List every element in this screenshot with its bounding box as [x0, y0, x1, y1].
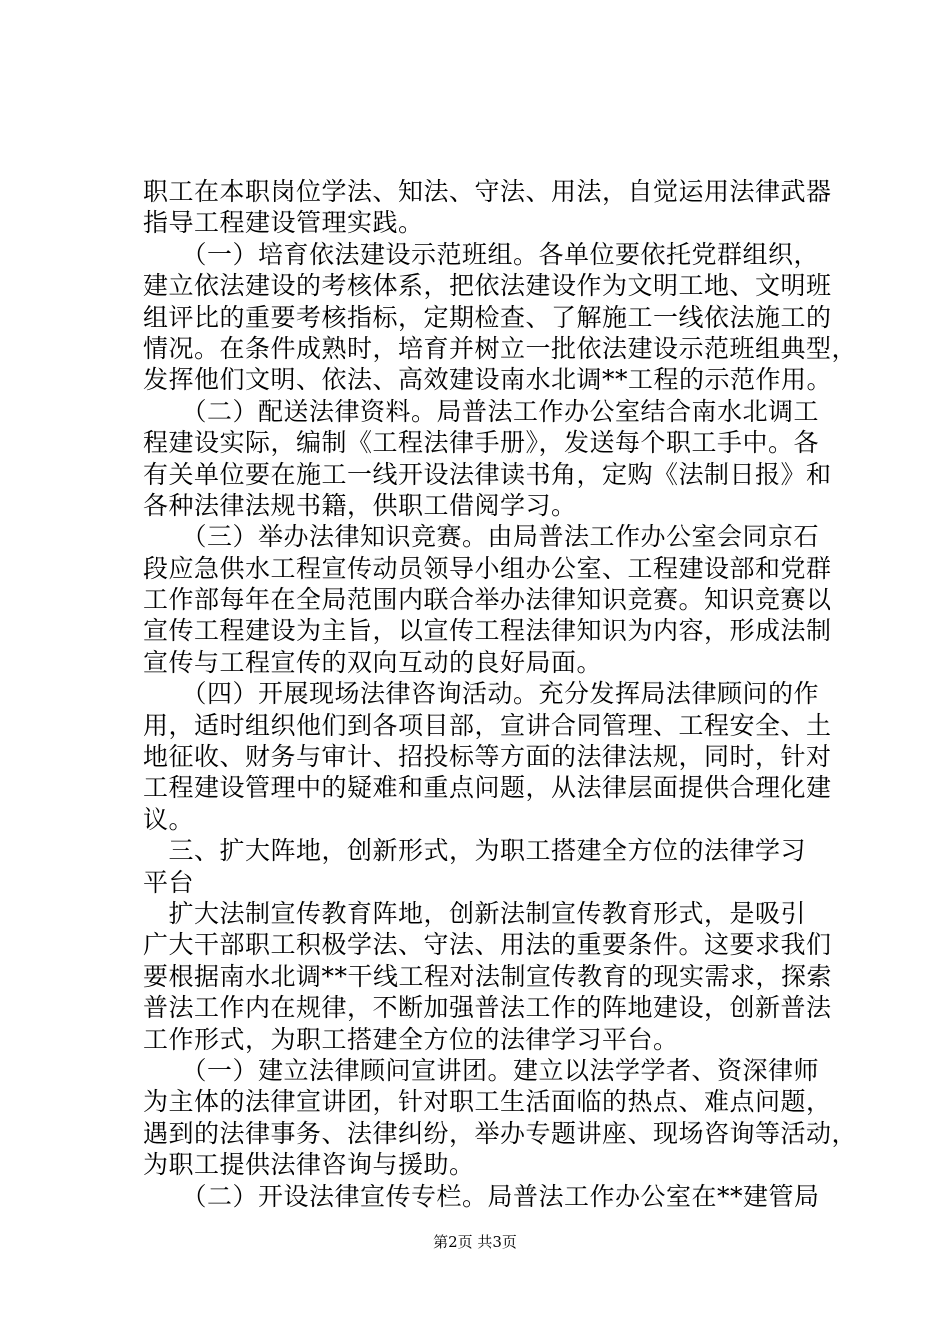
text-line: 工作形式，为职工搭建全方位的法律学习平台。	[143, 1024, 679, 1054]
text-line: 指导工程建设管理实践。	[143, 208, 424, 238]
text-line: （二）开设法律宣传专栏。局普法工作办公室在**建管局	[143, 1181, 820, 1211]
text-line: （三）举办法律知识竞赛。由局普法工作办公室会同京石	[143, 522, 820, 552]
text-line: 遇到的法律事务、法律纠纷，举办专题讲座、现场咨询等活动，	[143, 1118, 858, 1148]
text-line: 段应急供水工程宣传动员领导小组办公室、工程建设部和党群	[143, 553, 832, 583]
text-line: 各种法律法规书籍，供职工借阅学习。	[143, 490, 577, 520]
text-line: 要根据南水北调**干线工程对法制宣传教育的现实需求，探索	[143, 961, 833, 991]
text-line: 用，适时组织他们到各项目部，宣讲合同管理、工程安全、土	[143, 710, 832, 740]
text-line: 发挥他们文明、依法、高效建设南水北调**工程的示范作用。	[143, 365, 833, 395]
section-heading-line: 三、扩大阵地，创新形式，为职工搭建全方位的法律学习	[143, 836, 807, 866]
text-line: 职工在本职岗位学法、知法、守法、用法，自觉运用法律武器	[143, 177, 832, 206]
text-line: 建立依法建设的考核体系，把依法建设作为文明工地、文明班	[143, 271, 832, 301]
page-footer	[0, 1232, 950, 1252]
text-line: 扩大法制宣传教育阵地，创新法制宣传教育形式，是吸引	[143, 898, 807, 928]
text-line: 情况。在条件成熟时，培育并树立一批依法建设示范班组典型，	[143, 333, 858, 363]
text-line: 普法工作内在规律，不断加强普法工作的阵地建设，创新普法	[143, 993, 832, 1023]
text-line: 为职工提供法律咨询与援助。	[143, 1150, 475, 1180]
text-line: 宣传工程建设为主旨，以宣传工程法律知识为内容，形成法制	[143, 616, 832, 646]
text-line: （四）开展现场法律咨询活动。充分发挥局法律顾问的作	[143, 679, 820, 709]
text-line: 议。	[143, 804, 195, 834]
document-body	[143, 176, 858, 1212]
text-line: 组评比的重要考核指标，定期检查、了解施工一线依法施工的	[143, 302, 832, 332]
text-line: 广大干部职工积极学法、守法、用法的重要条件。这要求我们	[143, 930, 832, 960]
text-line: 宣传与工程宣传的双向互动的良好局面。	[143, 647, 603, 677]
text-line: 工作部每年在全局范围内联合举办法律知识竞赛。知识竞赛以	[143, 585, 832, 615]
text-line: 有关单位要在施工一线开设法律读书角，定购《法制日报》和	[143, 459, 832, 489]
page-number-label: 第2页 共3页	[433, 1233, 517, 1251]
text-line: （二）配送法律资料。局普法工作办公室结合南水北调工	[143, 396, 820, 426]
text-line: 工程建设管理中的疑难和重点问题，从法律层面提供合理化建	[143, 773, 832, 803]
text-line: 程建设实际，编制《工程法律手册》，发送每个职工手中。各	[143, 428, 820, 458]
text-line: （一）培育依法建设示范班组。各单位要依托党群组织，	[143, 239, 820, 269]
section-heading-line: 平台	[143, 867, 195, 897]
text-line: （一）建立法律顾问宣讲团。建立以法学学者、资深律师	[143, 1055, 820, 1085]
text-line: 地征收、财务与审计、招投标等方面的法律法规，同时，针对	[143, 742, 832, 772]
text-line: 为主体的法律宣讲团，针对职工生活面临的热点、难点问题，	[143, 1087, 832, 1117]
